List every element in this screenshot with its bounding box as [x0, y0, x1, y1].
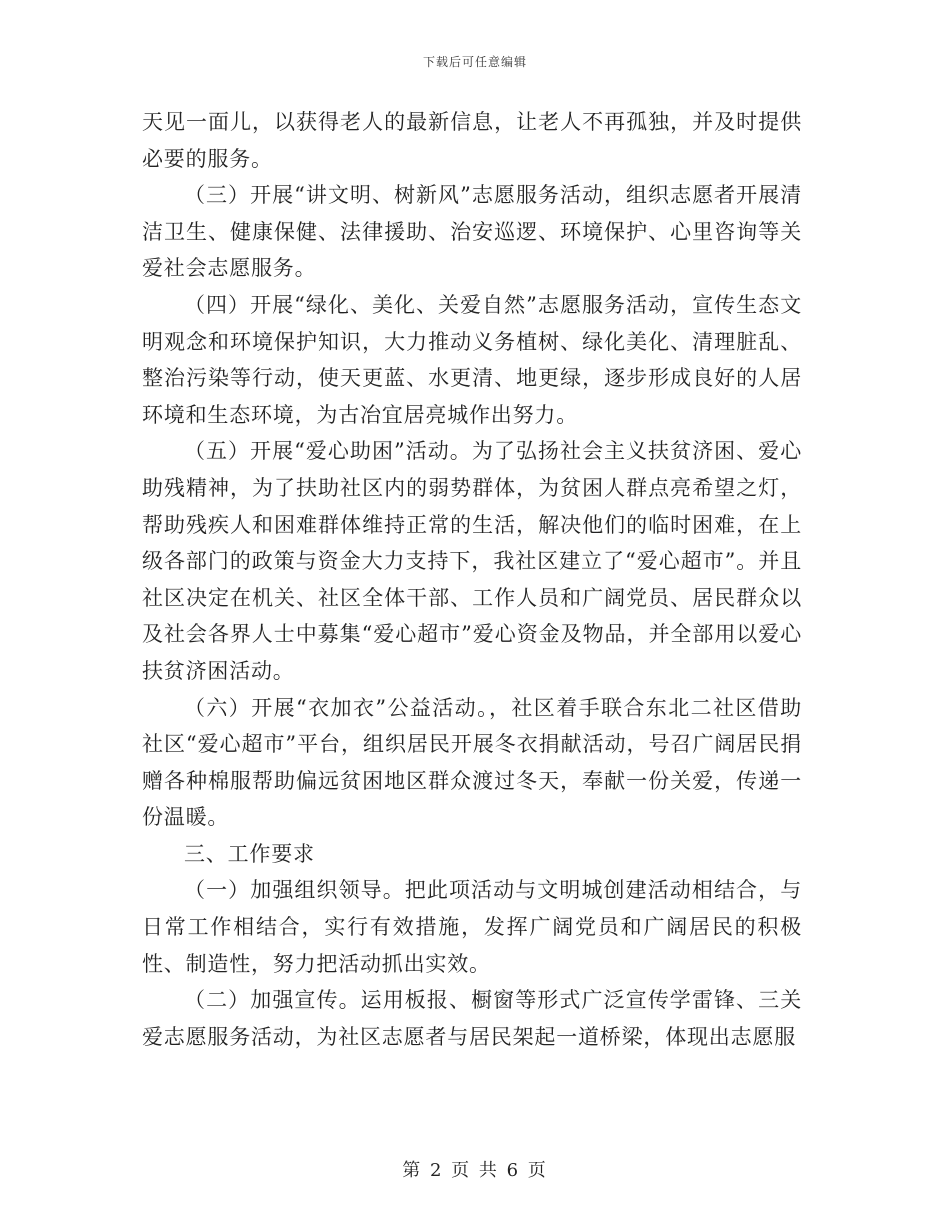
footer-label-ye-2: 页: [527, 1160, 548, 1181]
document-body: [142, 104, 802, 1055]
paragraph-item-3: （三）开展“讲文明、树新风”志愿服务活动，组织志愿者开展清洁卫生、健康保健、法律援助、治安巡逻、环境保护、心里咨询等关爱社会志愿服务。: [142, 183, 802, 281]
footer-label-ye: 页: [451, 1160, 472, 1181]
paragraph-requirement-1: （一）加强组织领导。把此项活动与文明城创建活动相结合，与日常工作相结合，实行有效措施，发挥广阔党员和广阔居民的积极性、制造性，努力把活动抓出实效。: [142, 878, 802, 976]
footer-label-page: 第: [402, 1160, 423, 1181]
paragraph-item-6: （六）开展“衣加衣”公益活动。，社区着手联合东北二社区借助社区“爱心超市”平台，组织居民开展冬衣捐献活动，号召广阔居民捐赠各种棉服帮助偏远贫困地区群众渡过冬天，奉献一份关爱，传递一份温暖。: [142, 695, 802, 830]
footer-label-total: 共: [478, 1160, 499, 1181]
footer-total-pages: 6: [506, 1160, 521, 1181]
page-footer: [0, 1156, 950, 1182]
section-heading-work-requirements: 三、工作要求: [184, 841, 315, 866]
paragraph-requirement-2: （二）加强宣传。运用板报、橱窗等形式广泛宣传学雷锋、三关爱志愿服务活动，为社区志愿者与居民架起一道桥梁，体现出志愿服: [142, 988, 802, 1049]
paragraph-item-5: （五）开展“爱心助困”活动。为了弘扬社会主义扶贫济困、爱心助残精神，为了扶助社区内的弱势群体，为贫困人群点亮希望之灯，帮助残疾人和困难群体维持正常的生活，解决他们的临时困难，在上级各部门的政策与资金大力支持下，我社区建立了“爱心超市”。并且社区决定在机关、社区全体干部、工作人员和广阔党员、居民群众以及社会各界人士中募集“爱心超市”爱心资金及物品，并全部用以爱心扶贫济困活动。: [142, 439, 802, 683]
footer-current-page: 2: [429, 1160, 444, 1181]
paragraph-item-4: （四）开展“绿化、美化、关爱自然”志愿服务活动，宣传生态文明观念和环境保护知识，大力推动义务植树、绿化美化、清理脏乱、整治污染等行动，使天更蓝、水更清、地更绿，逐步形成良好的人居环境和生态环境，为古冶宜居亮城作出努力。: [142, 292, 802, 427]
paragraph-continuation: 天见一面儿，以获得老人的最新信息，让老人不再孤独，并及时提供必要的服务。: [142, 110, 802, 171]
page-header-note: 下载后可任意编辑: [422, 55, 527, 69]
